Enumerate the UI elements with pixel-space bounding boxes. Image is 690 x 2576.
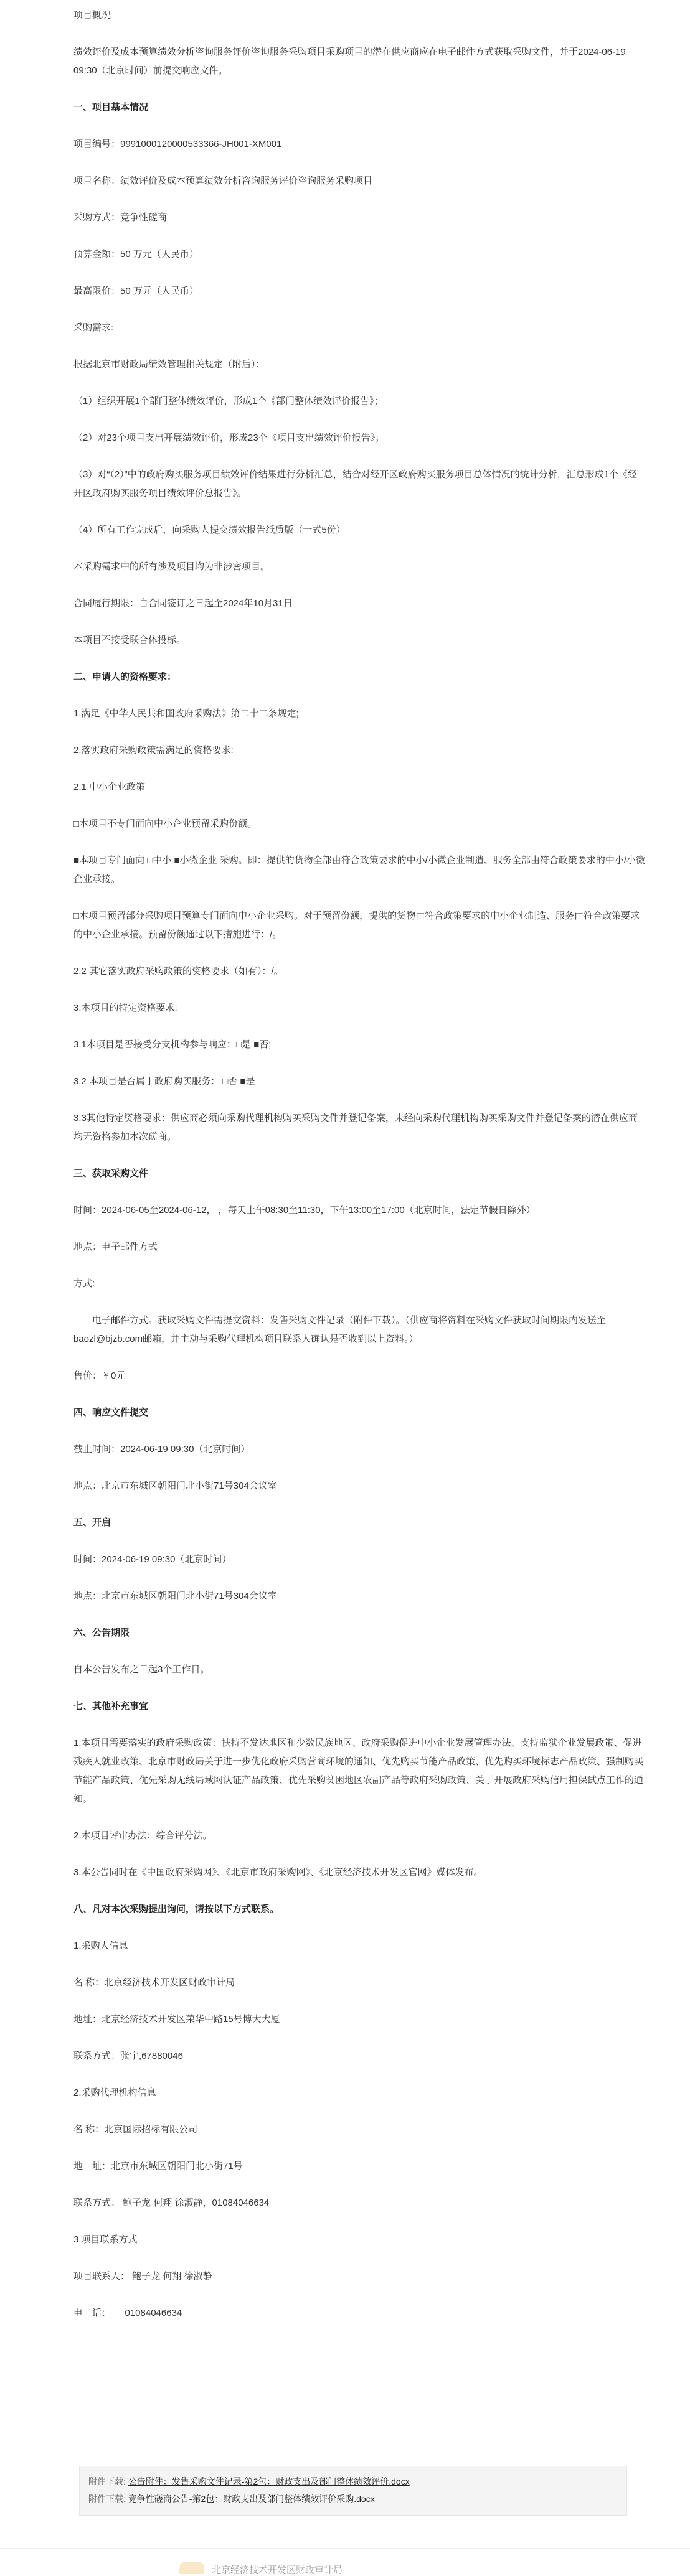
purchaser-title: 1.采购人信息 (73, 1941, 128, 1951)
footer-divider (0, 2548, 690, 2549)
section-2-heading: 二、申请人的资格要求： (73, 672, 177, 682)
section-4-heading: 四、响应文件提交 (73, 1407, 149, 1418)
agency-title: 2.采购代理机构信息 (73, 2087, 156, 2098)
qualification-3-3: 3.3其他特定资格要求：供应商必须向采购代理机构购买采购文件并登记备案，未经向采购代理机构购买采购文件并登记备案的潜在供应商均无资格参加本次磋商。 (73, 1113, 638, 1142)
qualification-2-1-b: ■本项目专门面向 □中小 ■小微企业 采购。即：提供的货物全部由符合政策要求的中小/小微企业制造、服务全部由符合政策要求的中小/小微企业承接。 (73, 855, 646, 884)
document-method: 电子邮件方式。获取采购文件需提交资料：发售采购文件记录（附件下载）。（供应商将资料在采购文件获取时间期限内发送至baozl@bjzb.com邮箱，并主动与采购代理机构项目联系人确认是否收到以上资料。） (73, 1315, 607, 1344)
non-secret-note: 本采购需求中的所有涉及项目均为非涉密项目。 (73, 561, 270, 572)
project-number: 项目编号：9991000120000533366-JH001-XM001 (73, 139, 282, 149)
opening-place: 地点：北京市东城区朝阳门北小街71号304会议室 (73, 1591, 277, 1601)
attachment-label: 附件下载: (88, 2494, 126, 2504)
qualification-3-1: 3.1本项目是否接受分支机构参与响应：□是 ■否; (73, 1039, 272, 1050)
qualification-3: 3.本项目的特定资格要求: (73, 1003, 177, 1013)
procurement-method: 采购方式：竞争性磋商 (73, 212, 168, 223)
qualification-2-2: 2.2 其它落实政府采购政策的资格要求（如有）：/。 (73, 966, 283, 977)
requirement-item-4: （4）所有工作完成后，向采购人提交绩效报告纸质版（一式5份） (73, 525, 346, 535)
purchaser-name: 名 称：北京经济技术开发区财政审计局 (73, 1977, 235, 1988)
announcement-body (73, 0, 646, 2341)
requirement-title: 采购需求: (73, 322, 114, 333)
overview-title: 项目概况 (73, 10, 111, 21)
project-contact-phone: 电 话： 01084046634 (73, 2308, 182, 2318)
purchaser-address: 地址：北京经济技术开发区荣华中路15号博大大厦 (73, 2014, 280, 2025)
submission-place: 地点：北京市东城区朝阳门北小街71号304会议室 (73, 1481, 277, 1491)
attachment-label: 附件下载: (88, 2476, 126, 2486)
qualification-2: 2.落实政府采购政策需满足的资格要求: (73, 745, 234, 756)
qualification-2-1-c: □本项目预留部分采购项目预算专门面向中小企业采购。对于预留份额，提供的货物由符合政策要求的中小企业制造、服务由符合政策要求的中小企业承接。预留份额通过以下措施进行：/。 (73, 911, 640, 940)
project-contact-title: 3.项目联系方式 (73, 2234, 138, 2245)
budget-amount: 预算金额：50 万元（人民币） (73, 249, 199, 260)
no-union-note: 本项目不接受联合体投标。 (73, 635, 186, 645)
agency-address: 地 址：北京市东城区朝阳门北小街71号 (73, 2161, 243, 2171)
requirement-item-3: （3）对“（2）”中的政府购买服务项目绩效评价结果进行分析汇总，结合对经开区政府购买服务项目总体情况的统计分析，汇总形成1个《经开区政府购买服务项目绩效评价总报告》。 (73, 469, 638, 499)
document-time: 时间：2024-06-05至2024-06-12， ，每天上午08:30至11:30，下午13:00至17:00（北京时间，法定节假日除外） (73, 1205, 536, 1215)
qualification-3-2: 3.2 本项目是否属于政府购买服务： □否 ■是 (73, 1076, 255, 1087)
requirement-intro: 根据北京市财政局绩效管理相关规定（附后）： (73, 359, 265, 370)
qualification-1: 1.满足《中华人民共和国政府采购法》第二十二条规定; (73, 708, 299, 719)
document-place: 地点：电子邮件方式 (73, 1242, 158, 1252)
attachments-box (79, 2466, 627, 2516)
max-price: 最高限价：50 万元（人民币） (73, 286, 199, 296)
document-price: 售价：￥0元 (73, 1370, 126, 1381)
contract-period: 合同履行期限：自合同签订之日起至2024年10月31日 (73, 598, 293, 609)
attachment-link-record[interactable]: 公告附件：发售采购文件记录-第2包：财政支出及部门整体绩效评价.docx (128, 2476, 410, 2486)
notice-period: 自本公告发布之日起3个工作日。 (73, 1664, 210, 1675)
qualification-2-1: 2.1 中小企业政策 (73, 782, 146, 792)
section-3-heading: 三、获取采购文件 (73, 1168, 149, 1179)
submission-deadline: 截止时间：2024-06-19 09:30（北京时间） (73, 1444, 250, 1454)
qualification-2-1-a: □本项目不专门面向中小企业预留采购份额。 (73, 818, 257, 829)
footer-title: 北京经济技术开发区财政审计局 (212, 2565, 343, 2575)
section-6-heading: 六、公告期限 (73, 1628, 130, 1638)
document-method-title: 方式: (73, 1278, 95, 1289)
other-policy: 1.本项目需要落实的政府采购政策：扶持不发达地区和少数民族地区、政府采购促进中小企业发展管理办法、支持监狱企业发展政策、促进残疾人就业政策、北京市财政局关于进一步优化政府采购营商环境的通知、优先购买节能产品政策、优先购买环境标志产品政策、强制购买节能产品政策、优先采购无线局域网认证产品政策、优先采购贫困地区农副产品等政府采购政策、关于开展政府采购信用担保试点工作的通知。 (73, 1738, 644, 1804)
project-contact-person: 项目联系人： 鲍子龙 何翔 徐淑静 (73, 2271, 212, 2282)
agency-name: 名 称：北京国际招标有限公司 (73, 2124, 198, 2135)
requirement-item-2: （2）对23个项目支出开展绩效评价，形成23个《项目支出绩效评价报告》； (73, 433, 385, 443)
project-name: 项目名称：绩效评价及成本预算绩效分析咨询服务评价咨询服务采购项目 (73, 176, 373, 186)
attachment-link-announcement[interactable]: 竞争性磋商公告-第2包：财政支出及部门整体绩效评价采购.docx (128, 2494, 375, 2504)
other-evaluation: 2.本项目评审办法：综合评分法。 (73, 1830, 212, 1841)
section-1-heading: 一、项目基本情况 (73, 102, 149, 113)
section-8-heading: 八、凡对本次采购提出询问，请按以下方式联系。 (73, 1904, 280, 1914)
other-media: 3.本公告同时在《中国政府采购网》、《北京市政府采购网》、《北京经济技术开发区官网》媒体发布。 (73, 1867, 483, 1878)
attachment-row (88, 2473, 618, 2490)
section-5-heading: 五、开启 (73, 1517, 111, 1528)
overview-text: 绩效评价及成本预算绩效分析咨询服务评价咨询服务采购项目采购项目的潜在供应商应在电子邮件方式获取采购文件，并于2024-06-19 09:30（北京时间）前提交响应文件。 (73, 47, 626, 76)
opening-time: 时间：2024-06-19 09:30（北京时间） (73, 1554, 232, 1565)
agency-contact: 联系方式： 鲍子龙 何翔 徐淑静，01084046634 (73, 2198, 270, 2208)
attachment-row (88, 2490, 618, 2508)
emblem-icon (179, 2562, 204, 2574)
section-7-heading: 七、其他补充事宜 (73, 1701, 149, 1712)
purchaser-contact: 联系方式：张宇,67880046 (73, 2051, 183, 2061)
requirement-item-1: （1）组织开展1个部门整体绩效评价，形成1个《部门整体绩效评价报告》； (73, 396, 384, 406)
